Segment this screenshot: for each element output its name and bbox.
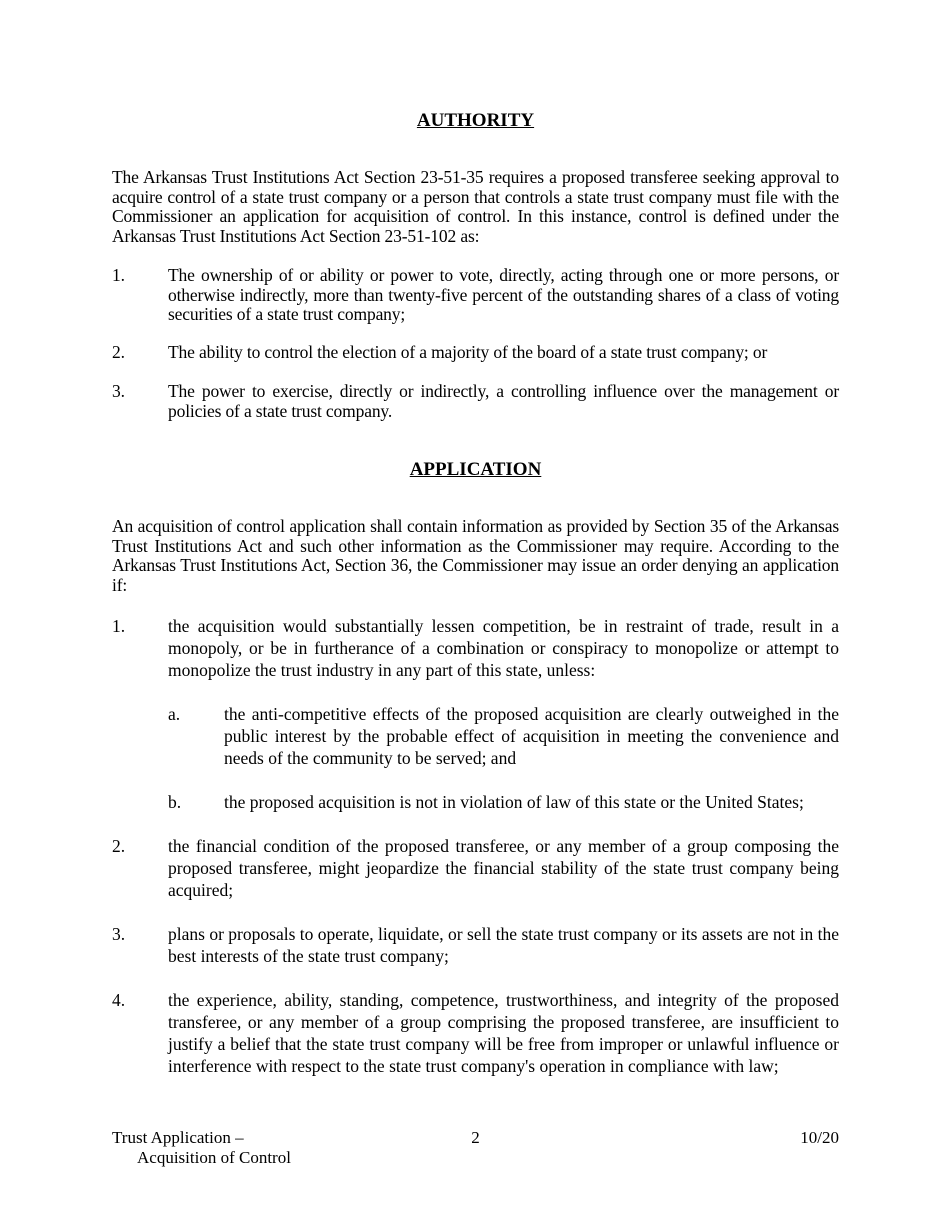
application-intro: An acquisition of control application shall contain information as provided by Section 35 of the Arkansas Trust Institutions Act and such other information as the Commissioner may require. According to the Arkansas Trust Institutions Act, Section 36, the Commissioner may issue an order denying an application if: xyxy=(112,516,839,595)
list-text: the acquisition would substantially lessen competition, be in restraint of trade, result in a monopoly, or be in furtherance of a combination or conspiracy to monopolize or attempt to monopolize the trust industry in any part of this state, unless: xyxy=(168,616,839,680)
list-number: 3. xyxy=(112,381,125,401)
application-heading: APPLICATION xyxy=(409,459,542,480)
document-page xyxy=(112,0,839,1230)
list-number: 2. xyxy=(112,342,125,362)
list-text: plans or proposals to operate, liquidate, or sell the state trust company or its assets are not in the best interests of the state trust company; xyxy=(168,924,839,966)
footer-title-line1: Trust Application – xyxy=(112,1128,244,1147)
list-number: 4. xyxy=(112,990,126,1010)
list-number: 1. xyxy=(112,265,125,285)
list-text: The ability to control the election of a majority of the board of a state trust company; or xyxy=(168,342,768,362)
footer-title-line2: Acquisition of Control xyxy=(137,1148,291,1167)
list-text: the anti-competitive effects of the proposed acquisition are clearly outweighed in the public interest by the probable effect of acquisition in meeting the convenience and needs of the community to be served; and xyxy=(224,704,839,768)
list-number: 1. xyxy=(112,616,126,636)
list-number: 2. xyxy=(112,836,126,856)
list-text: The power to exercise, directly or indirectly, a controlling influence over the management or policies of a state trust company. xyxy=(168,381,839,421)
footer-page-number: 2 xyxy=(471,1128,480,1147)
authority-heading: AUTHORITY xyxy=(416,110,535,131)
list-text: The ownership of or ability or power to vote, directly, acting through one or more persons, or otherwise indirectly, more than twenty-five percent of the outstanding shares of a class of voting securities of a state trust company; xyxy=(168,265,839,324)
list-text: the experience, ability, standing, competence, trustworthiness, and integrity of the proposed transferee, or any member of a group comprising the proposed transferee, are insufficient to justify a belief that the state trust company will be free from improper or unlawful influence or interference with respect to the state trust company's operation in compliance with law; xyxy=(168,990,839,1076)
list-text: the financial condition of the proposed transferee, or any member of a group composing the proposed transferee, might jeopardize the financial stability of the state trust company being acquired; xyxy=(168,836,839,900)
list-letter: b. xyxy=(168,792,182,812)
list-text: the proposed acquisition is not in violation of law of this state or the United States; xyxy=(224,792,804,812)
footer-date: 10/20 xyxy=(800,1128,839,1147)
list-letter: a. xyxy=(168,704,181,724)
list-number: 3. xyxy=(112,924,126,944)
authority-intro: The Arkansas Trust Institutions Act Section 23-51-35 requires a proposed transferee seeking approval to acquire control of a state trust company or a person that controls a state trust company must file with the Commissioner an application for acquisition of control. In this instance, control is defined under the Arkansas Trust Institutions Act Section 23-51-102 as: xyxy=(112,167,839,246)
